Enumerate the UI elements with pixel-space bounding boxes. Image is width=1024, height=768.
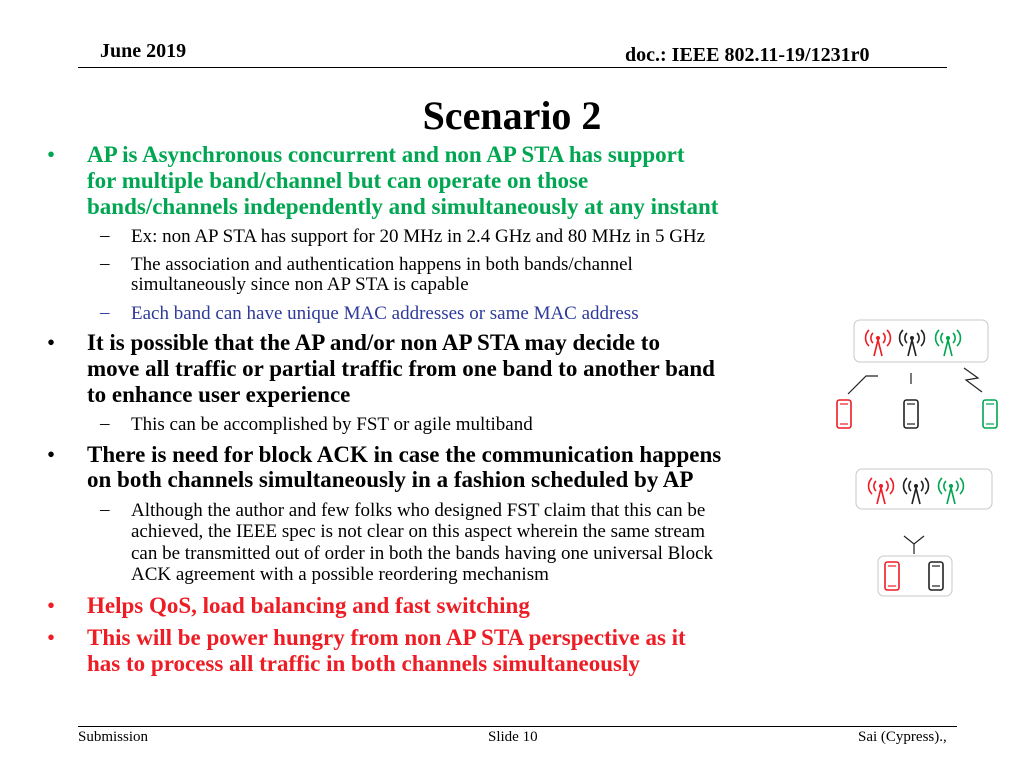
bullet-1-line-2: for multiple band/channel but can operate on those bbox=[87, 168, 589, 193]
sub-bullet-marker: – bbox=[100, 302, 110, 323]
bullet-5-line-2: has to process all traffic in both channels simultaneously bbox=[87, 651, 640, 676]
bullet-1-sub-3: Each band can have unique MAC addresses or same MAC address bbox=[131, 303, 639, 324]
bullet-marker: • bbox=[47, 442, 56, 467]
header-rule bbox=[78, 67, 947, 68]
phone-icon bbox=[904, 400, 918, 428]
sub-bullet-marker: – bbox=[100, 253, 110, 274]
bullet-3-line-1: There is need for block ACK in case the communication happens bbox=[87, 442, 722, 467]
bullet-3-sub-1-line-1: Although the author and few folks who designed FST claim that this can be bbox=[131, 500, 706, 521]
bullet-1-line-3: bands/channels independently and simultaneously at any instant bbox=[87, 194, 719, 219]
bullet-2-sub-1: This can be accomplished by FST or agile multiband bbox=[131, 414, 533, 435]
bullet-3-sub-1-line-2: achieved, the IEEE spec is not clear on this aspect wherein the same stream bbox=[131, 521, 705, 542]
bullet-marker: • bbox=[47, 625, 56, 650]
bullet-2-line-3: to enhance user experience bbox=[87, 382, 351, 407]
bullet-3-sub-1-line-3: can be transmitted out of order in both the bands having one universal Block bbox=[131, 543, 713, 564]
bullet-4-line-1: Helps QoS, load balancing and fast switching bbox=[87, 593, 530, 618]
bullet-marker: • bbox=[47, 330, 56, 355]
footer-slide-number: Slide 10 bbox=[488, 729, 538, 745]
header-date: June 2019 bbox=[100, 40, 187, 62]
sub-bullet-marker: – bbox=[100, 225, 110, 246]
bullet-marker: • bbox=[47, 142, 56, 167]
bullet-2-line-1: It is possible that the AP and/or non AP STA may decide to bbox=[87, 330, 660, 355]
slide-title: Scenario 2 bbox=[422, 93, 602, 138]
phone-icon bbox=[983, 400, 997, 428]
footer-submission: Submission bbox=[78, 729, 149, 745]
bullet-marker: • bbox=[47, 593, 56, 618]
header-doc-id: doc.: IEEE 802.11-19/1231r0 bbox=[625, 44, 870, 66]
bullet-3-sub-1-line-4: ACK agreement with a possible reordering mechanism bbox=[131, 564, 549, 585]
link-line bbox=[904, 536, 924, 544]
bullet-1-sub-1: Ex: non AP STA has support for 20 MHz in 2.4 GHz and 80 MHz in 5 GHz bbox=[131, 226, 706, 247]
bullet-2-line-2: move all traffic or partial traffic from one band to another band bbox=[87, 356, 715, 381]
bullet-1-line-1: AP is Asynchronous concurrent and non AP STA has support bbox=[87, 142, 685, 167]
phone-icon bbox=[837, 400, 851, 428]
bullet-5-line-1: This will be power hungry from non AP STA perspective as it bbox=[87, 625, 686, 650]
link-line bbox=[848, 376, 878, 394]
sub-bullet-marker: – bbox=[100, 499, 110, 520]
footer-author: Sai (Cypress)., bbox=[858, 729, 947, 745]
ap-box bbox=[856, 469, 992, 509]
bullet-3-line-2: on both channels simultaneously in a fashion scheduled by AP bbox=[87, 467, 694, 492]
footer-rule bbox=[78, 726, 957, 727]
bullet-1-sub-2-line-1: The association and authentication happens in both bands/channel bbox=[131, 254, 633, 275]
sub-bullet-marker: – bbox=[100, 413, 110, 434]
link-line bbox=[964, 368, 982, 392]
bullet-1-sub-2-line-2: simultaneously since non AP STA is capable bbox=[131, 274, 469, 295]
ap-sta-diagram bbox=[832, 318, 1012, 600]
